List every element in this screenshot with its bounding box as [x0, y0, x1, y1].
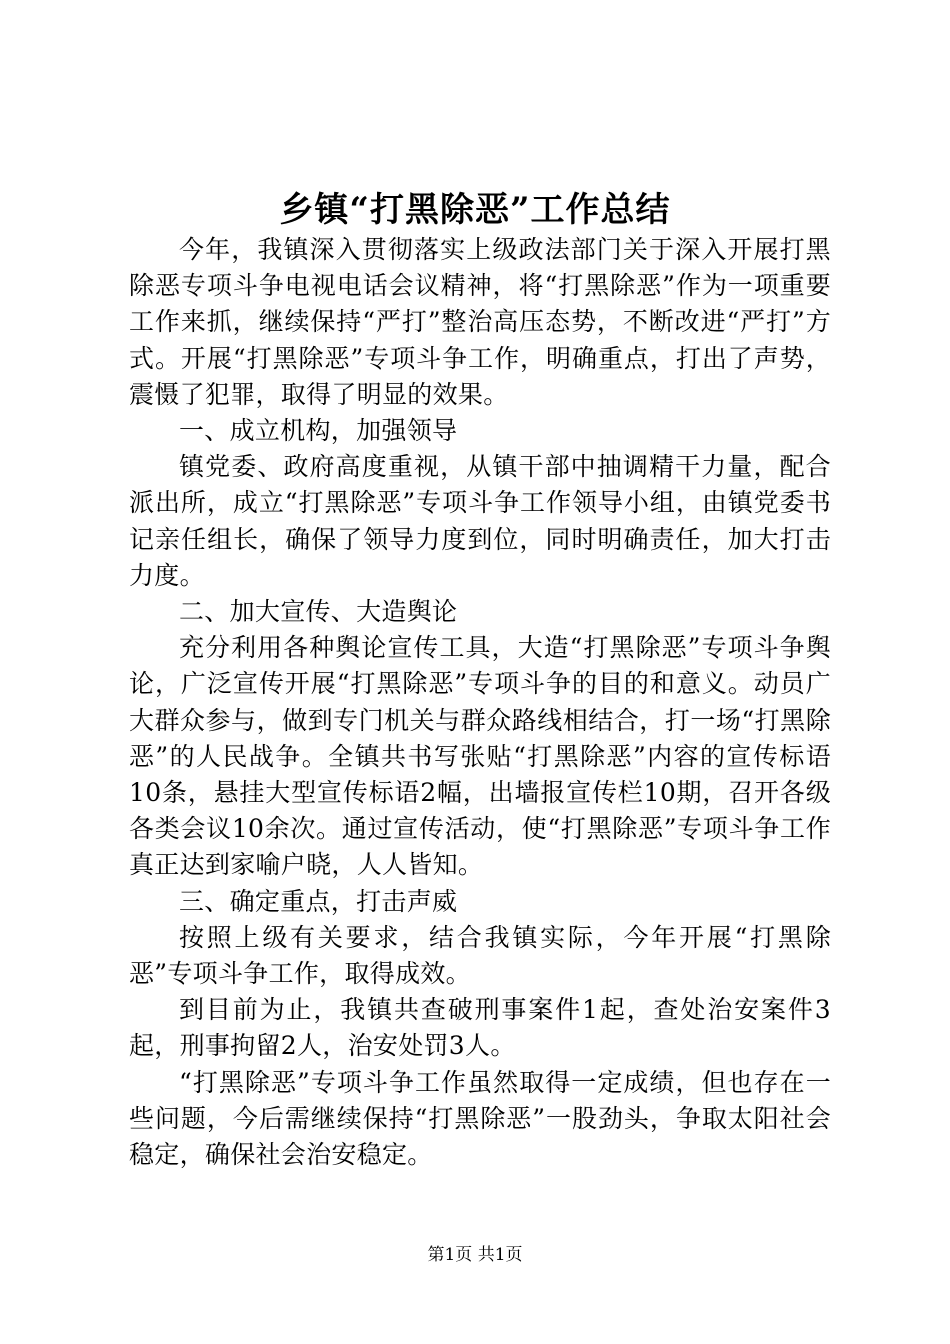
intro-paragraph: 今年，我镇深入贯彻落实上级政法部门关于深入开展打黑除恶专项斗争电视电话会议精神，将“打黑除恶”作为一项重要工作来抓，继续保持“严打”整治高压态势，不断改进“严打”方式。开展“打黑除恶”专项斗争工作，明确重点，打出了声势，震慑了犯罪，取得了明显的效果。 — [129, 235, 831, 409]
section-1-paragraph: 镇党委、政府高度重视，从镇干部中抽调精干力量，配合派出所，成立“打黑除恶”专项斗争工作领导小组，由镇党委书记亲任组长，确保了领导力度到位，同时明确责任，加大打击力度。 — [129, 452, 831, 590]
document-title: 乡镇“打黑除恶”工作总结 — [279, 190, 671, 230]
section-heading-3: 三、确定重点，打击声威 — [179, 886, 458, 916]
section-3-paragraph-2: 到目前为止，我镇共查破刑事案件1起，查处治安案件3起，刑事拘留2人，治安处罚3人。 — [129, 995, 831, 1061]
closing-paragraph: “打黑除恶”专项斗争工作虽然取得一定成绩，但也存在一些问题，今后需继续保持“打黑除恶”一股劲头，争取太阳社会稳定，确保社会治安稳定。 — [129, 1067, 831, 1170]
section-2-paragraph: 充分利用各种舆论宣传工具，大造“打黑除恶”专项斗争舆论，广泛宣传开展“打黑除恶”专项斗争的目的和意义。动员广大群众参与，做到专门机关与群众路线相结合，打一场“打黑除恶”的人民战争。全镇共书写张贴“打黑除恶”内容的宣传标语10条，悬挂大型宣传标语2幅，出墙报宣传栏10期，召开各级各类会议10余次。通过宣传活动，使“打黑除恶”专项斗争工作真正达到家喻户晓，人人皆知。 — [129, 633, 831, 880]
section-heading-2: 二、加大宣传、大造舆论 — [179, 597, 458, 627]
page-footer: 第1页 共1页 — [427, 1245, 523, 1265]
section-heading-1: 一、成立机构，加强领导 — [179, 416, 458, 446]
section-3-paragraph-1: 按照上级有关要求，结合我镇实际，今年开展“打黑除恶”专项斗争工作，取得成效。 — [129, 922, 831, 989]
document-body — [129, 232, 831, 1173]
